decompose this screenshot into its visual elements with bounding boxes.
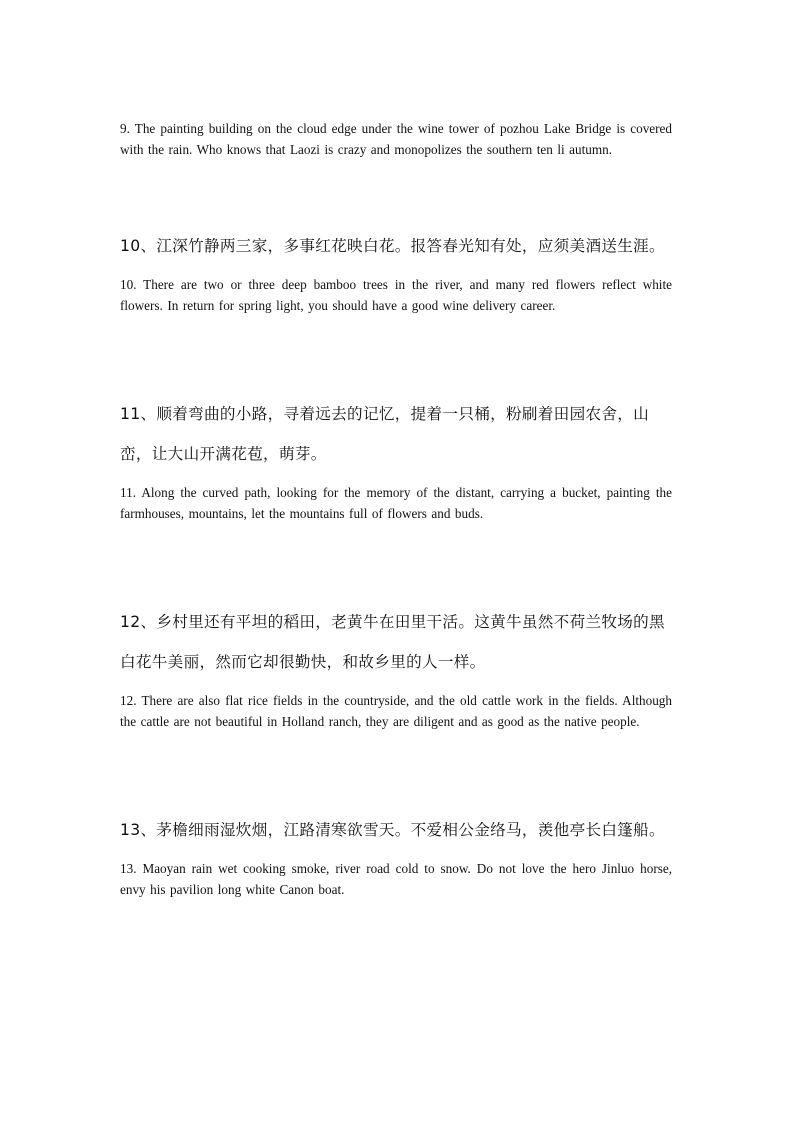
entry-12-chinese: 12、乡村里还有平坦的稻田，老黄牛在田里干活。这黄牛虽然不荷兰牧场的黑白花牛美丽，然而它却很勤快，和故乡里的人一样。: [120, 613, 665, 671]
entry-10-english: 10. There are two or three deep bamboo trees in the river, and many red flowers reflect white flowers. In return for spring light, you should have a good wine delivery career.: [120, 277, 672, 313]
document-page: [120, 118, 672, 900]
entry-11-chinese: 11、顺着弯曲的小路，寻着远去的记忆，提着一只桶，粉刷着田园农舍，山峦，让大山开满花苞，萌芽。: [120, 405, 650, 463]
entry-10-chinese: 10、江深竹静两三家，多事红花映白花。报答春光知有处，应须美酒送生涯。: [120, 237, 665, 255]
entry-12-english: 12. There are also flat rice fields in the countryside, and the old cattle work in the fields. Although the cattle are not beautiful in Holland ranch, they are diligent and as good as the native people.: [120, 693, 672, 729]
entry-11-english: 11. Along the curved path, looking for the memory of the distant, carrying a bucket, painting the farmhouses, mountains, let the mountains full of flowers and buds.: [120, 485, 672, 521]
entry-9-english: 9. The painting building on the cloud edge under the wine tower of pozhou Lake Bridge is covered with the rain. Who knows that Laozi is crazy and monopolizes the southern ten li autumn.: [120, 121, 672, 157]
entry-13-chinese: 13、茅檐细雨湿炊烟，江路清寒欲雪天。不爱相公金络马，羡他亭长白篷船。: [120, 821, 665, 839]
entry-13-english: 13. Maoyan rain wet cooking smoke, river road cold to snow. Do not love the hero Jinluo horse, envy his pavilion long white Canon boat.: [120, 861, 672, 897]
